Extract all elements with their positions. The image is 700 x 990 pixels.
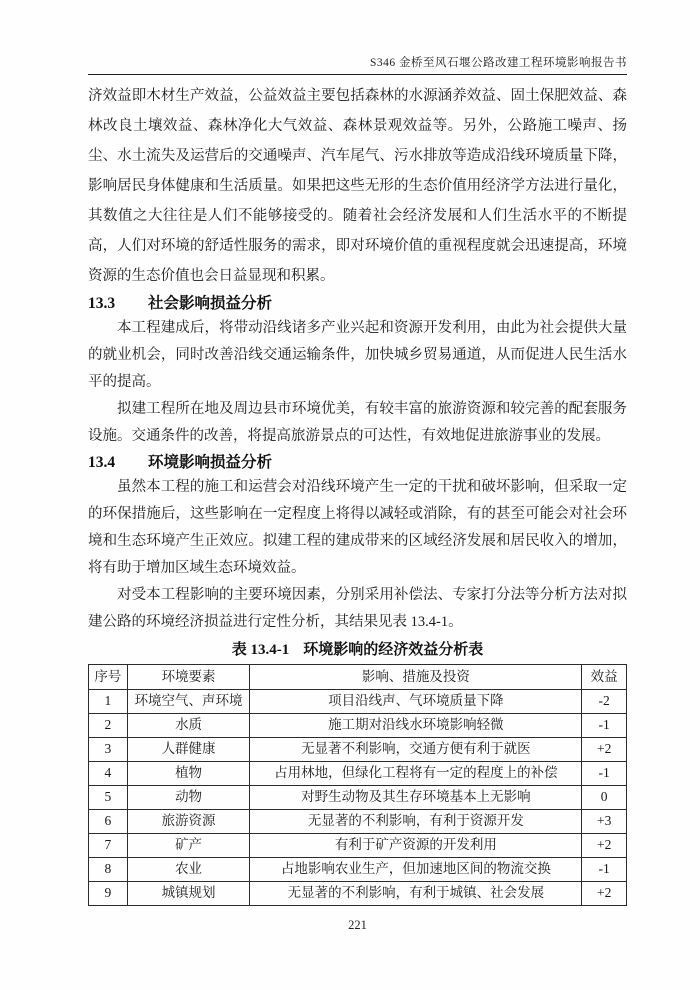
cell-benefit: -2	[582, 690, 627, 714]
benefit-table-body	[89, 690, 627, 906]
cell-index: 9	[89, 882, 128, 906]
table-row	[89, 762, 627, 786]
cell-benefit: -1	[582, 858, 627, 882]
cell-factor: 动物	[127, 786, 250, 810]
cell-index: 8	[89, 858, 128, 882]
paragraph-13-4-1: 虽然本工程的施工和运营会对沿线环境产生一定的干扰和破坏影响，但采取一定的环保措施后，这些影响在一定程度上将得以减轻或消除，有的甚至可能会对社会环境和生态环境产生正效应。拟建工程的建成带来的区域经济发展和居民收入的增加，将有助于增加区域生态环境效益。	[88, 479, 627, 576]
cell-impact: 无显著的不利影响，有利于资源开发	[250, 810, 582, 834]
cell-impact: 占地影响农业生产，但加速地区间的物流交换	[250, 858, 582, 882]
column-header-benefit: 效益	[582, 665, 627, 690]
section-number: 13.4	[88, 454, 116, 471]
report-header-title: S346 金桥至风石堰公路改建工程环境影响报告书	[369, 57, 627, 69]
section-title: 社会影响损益分析	[148, 295, 273, 312]
cell-impact: 项目沿线声、气环境质量下降	[250, 690, 582, 714]
section-heading-13-4	[88, 452, 627, 474]
cell-benefit: +3	[582, 810, 627, 834]
cell-benefit: -1	[582, 714, 627, 738]
cell-benefit: 0	[582, 786, 627, 810]
cell-benefit: -1	[582, 762, 627, 786]
cell-impact: 占用林地，但绿化工程将有一定的程度上的补偿	[250, 762, 582, 786]
cell-index: 4	[89, 762, 128, 786]
cell-impact: 无显著的不利影响，有利于城镇、社会发展	[250, 882, 582, 906]
cell-factor: 矿产	[127, 834, 250, 858]
table-row	[89, 786, 627, 810]
page-number: 221	[348, 918, 367, 932]
cell-factor: 农业	[127, 858, 250, 882]
cell-benefit: +2	[582, 834, 627, 858]
cell-factor: 植物	[127, 762, 250, 786]
column-header-index: 序号	[89, 665, 128, 690]
paragraph-13-3-2: 拟建工程所在地及周边县市环境优美，有较丰富的旅游资源和较完善的配套服务设施。交通条件的改善，将提高旅游景点的可达性，有效地促进旅游事业的发展。	[88, 401, 627, 444]
cell-impact: 有利于矿产资源的开发利用	[250, 834, 582, 858]
cell-factor: 城镇规划	[127, 882, 250, 906]
cell-benefit: +2	[582, 882, 627, 906]
benefit-analysis-table	[88, 664, 627, 906]
table-row	[89, 690, 627, 714]
cell-index: 5	[89, 786, 128, 810]
cell-factor: 人群健康	[127, 738, 250, 762]
paragraph-13-4-2: 对受本工程影响的主要环境因素，分别采用补偿法、专家打分法等分析方法对拟建公路的环境经济损益进行定性分析，其结果见表 13.4-1。	[88, 587, 627, 630]
table-caption-label: 表 13.4-1	[231, 642, 290, 658]
page-content	[88, 81, 627, 906]
paragraph-13-3-1: 本工程建成后，将带动沿线诸多产业兴起和资源开发利用，由此为社会提供大量的就业机会，同时改善沿线交通运输条件，加快城乡贸易通道，从而促进人民生活水平的提高。	[88, 320, 627, 390]
table-row	[89, 882, 627, 906]
cell-impact: 施工期对沿线水环境影响轻微	[250, 714, 582, 738]
table-row	[89, 834, 627, 858]
table-caption	[88, 638, 627, 662]
cell-factor: 水质	[127, 714, 250, 738]
table-row	[89, 714, 627, 738]
table-row	[89, 738, 627, 762]
table-row	[89, 858, 627, 882]
cell-index: 3	[89, 738, 128, 762]
column-header-impact: 影响、措施及投资	[250, 665, 582, 690]
cell-factor: 旅游资源	[127, 810, 250, 834]
section-title: 环境影响损益分析	[148, 454, 273, 471]
header-divider	[88, 74, 627, 75]
cell-impact: 无显著不利影响，交通方便有利于就医	[250, 738, 582, 762]
cell-index: 7	[89, 834, 128, 858]
section-number: 13.3	[88, 295, 116, 312]
cell-factor: 环境空气、声环境	[127, 690, 250, 714]
page-footer	[88, 918, 627, 933]
section-heading-13-3	[88, 293, 627, 315]
page-header	[88, 54, 627, 75]
cell-index: 6	[89, 810, 128, 834]
paragraph-intro-continuation: 济效益即木材生产效益，公益效益主要包括森林的水源涵养效益、固土保肥效益、森林改良土壤效益、森林净化大气效益、森林景观效益等。另外，公路施工噪声、扬尘、水土流失及运营后的交通噪声、汽车尾气、污水排放等造成沿线环境质量下降，影响居民身体健康和生活质量。如果把这些无形的生态价值用经济学方法进行量化，其数值之大往往是人们不能够接受的。随着社会经济发展和人们生活水平的不断提高，人们对环境的舒适性服务的需求，即对环境价值的重视程度就会迅速提高，环境资源的生态价值也会日益显现和积累。	[88, 88, 627, 284]
table-row	[89, 810, 627, 834]
cell-impact: 对野生动物及其生存环境基本上无影响	[250, 786, 582, 810]
cell-index: 1	[89, 690, 128, 714]
table-caption-title: 环境影响的经济效益分析表	[303, 641, 484, 658]
table-header-row	[89, 665, 627, 690]
column-header-factor: 环境要素	[127, 665, 250, 690]
cell-index: 2	[89, 714, 128, 738]
cell-benefit: +2	[582, 738, 627, 762]
